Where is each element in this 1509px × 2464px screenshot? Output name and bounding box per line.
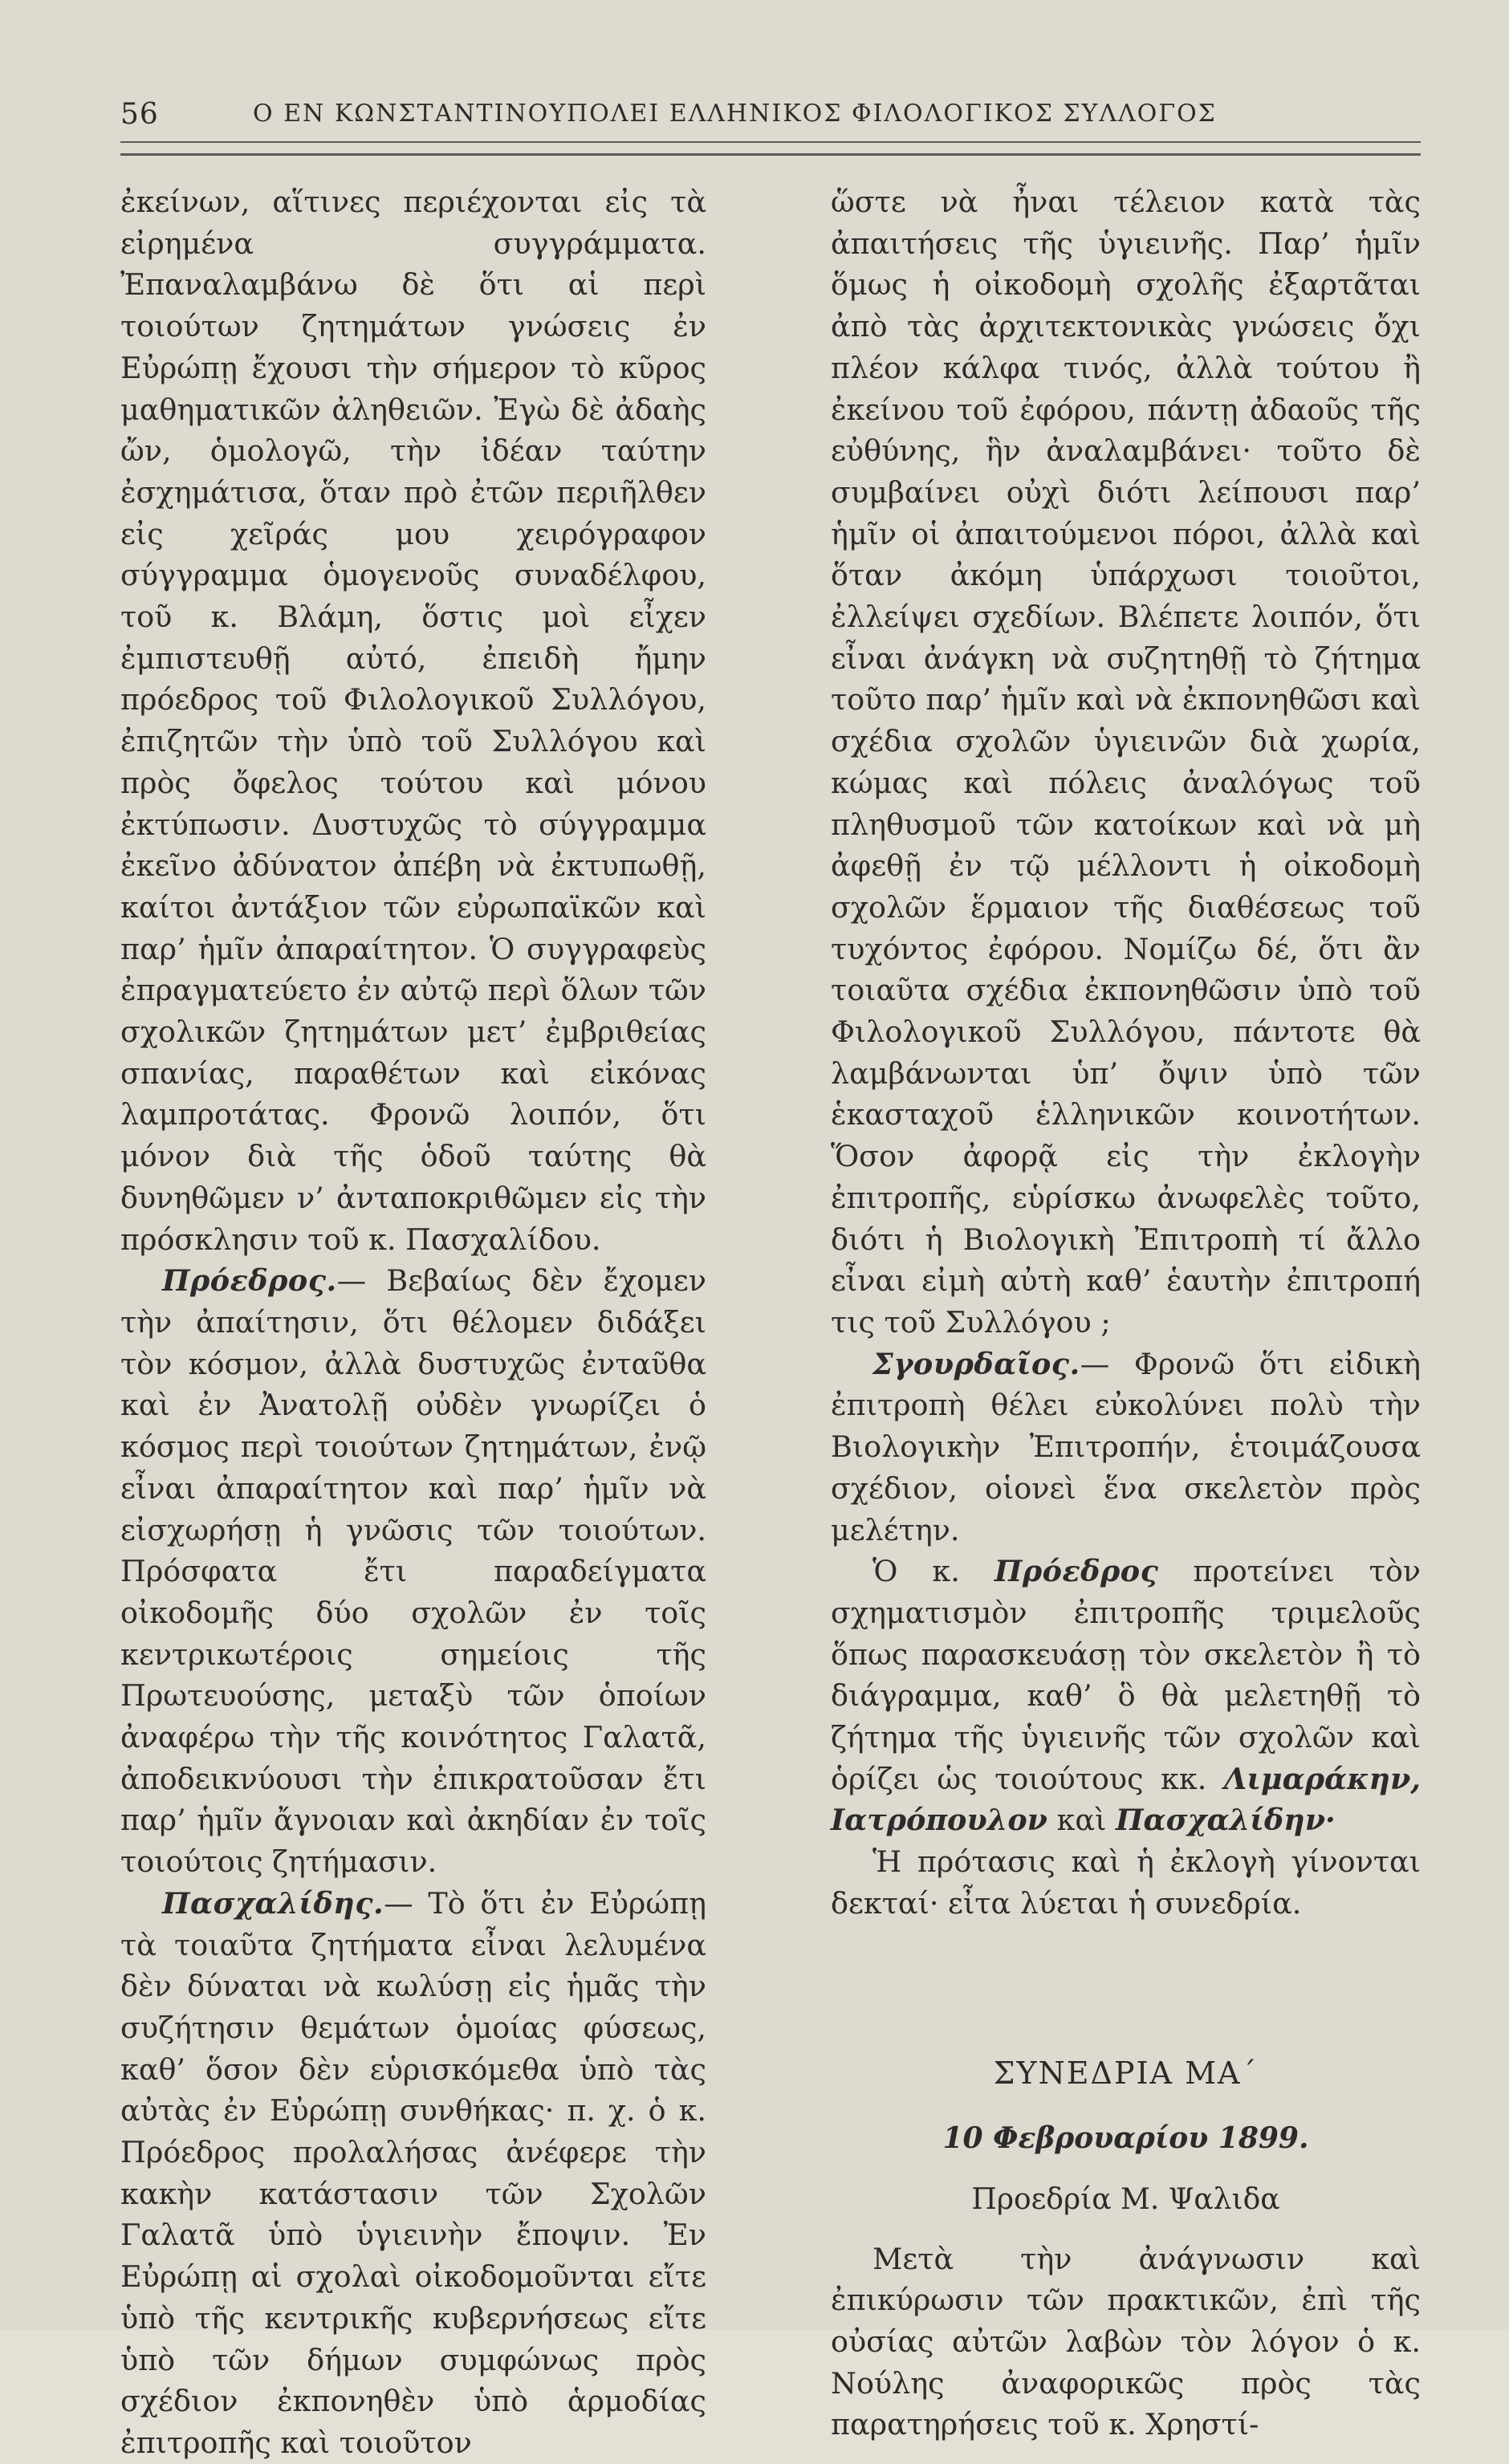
paragraph-speaker-sgourdaios [831, 1344, 1421, 1551]
right-column [831, 181, 1421, 2446]
speaker-name: Πασχαλίδης. [162, 1885, 384, 1921]
speech-text: — Βεβαίως δὲν ἔχομεν τὴν ἀπαίτησιν, ὅτι θέλομεν διδάξει τὸν κόσμον, ἀλλὰ δυστυχῶς ἐνταῦθα καὶ ἐν Ἀνατολῇ οὐδὲν γνωρίζει ὁ κόσμος περὶ τοιούτων ζητημάτων, ἐνῷ εἶναι ἀπαραίτητον καὶ παρ’ ἡμῖν νὰ εἰσχωρήσῃ ἡ γνῶσις τῶν τοιούτων. Πρόσφατα ἔτι παραδείγματα οἰκοδομῆς δύο σχολῶν ἐν τοῖς κεντρικωτέροις σημείοις τῆς Πρωτευούσης, μεταξὺ τῶν ὁποίων ἀναφέρω τὴν τῆς κοινότητος Γαλατᾶ, ἀποδεικνύουσι τὴν ἐπικρατοῦσαν ἔτι παρ’ ἡμῖν ἄγνοιαν καὶ ἀκηδίαν ἐν τοῖς τοιούτοις ζητήμασιν. [120, 1263, 706, 1880]
session-date: 10 Φεβρουαρίου 1899. [942, 2121, 1309, 2156]
paragraph: ὥστε νὰ ἦναι τέλειον κατὰ τὰς ἀπαιτήσεις τῆς ὑγιεινῆς. Παρ’ ἡμῖν ὅμως ἡ οἰκοδομὴ σχολῆς ἐξαρτᾶται ἀπὸ τὰς ἀρχιτεκτονικὰς γνώσεις ὄχι πλέον κάλφα τινός, ἀλλὰ τούτου ἢ ἐκείνου τοῦ ἐφόρου, πάντῃ ἀδαοῦς τῆς εὐθύνης, ἣν ἀναλαμβάνει· τοῦτο δὲ συμβαίνει οὐχὶ διότι λείπουσι παρ’ ἡμῖν οἱ ἀπαιτούμενοι πόροι, ἀλλὰ καὶ ὅταν ἀκόμη ὑπάρχωσι τοιοῦτοι, ἐλλείψει σχεδίων. Βλέπετε λοιπόν, ὅτι εἶναι ἀνάγκη νὰ συζητηθῇ τὸ ζήτημα τοῦτο παρ’ ἡμῖν καὶ νὰ ἐκπονηθῶσι καὶ σχέδια σχολῶν ὑγιεινῶν διὰ χωρία, κώμας καὶ πόλεις ἀναλόγως τοῦ πληθυσμοῦ τῶν κατοίκων καὶ νὰ μὴ ἀφεθῇ ἐν τῷ μέλλοντι ἡ οἰκοδομὴ σχολῶν ἕρμαιον τῆς διαθέσεως τοῦ τυχόντος ἐφόρου. Νομίζω δέ, ὅτι ἂν τοιαῦτα σχέδια ἐκπονηθῶσιν ὑπὸ τοῦ Φιλολογικοῦ Συλλόγου, πάντοτε θὰ λαμβάνωνται ὑπ’ ὄψιν ὑπὸ τῶν ἑκασταχοῦ ἑλληνικῶν κοινοτήτων. Ὅσον ἀφορᾷ εἰς τὴν ἐκλογὴν ἐπιτροπῆς, εὑρίσκω ἀνωφελὲς τοῦτο, διότι ἡ Βιολογικὴ Ἐπιτροπὴ τί ἄλλο εἶναι εἰμὴ αὐτὴ καθ’ ἑαυτὴν ἐπιτροπή τις τοῦ Συλλόγου ; [831, 185, 1421, 1340]
paragraph-proposal [831, 1551, 1421, 1841]
paragraph: ἐκείνων, αἵτινες περιέχονται εἰς τὰ εἰρημένα συγγράμματα. Ἐπαναλαμβάνω δὲ ὅτι αἱ περὶ τοιούτων ζητημάτων γνώσεις ἐν Εὐρώπῃ ἔχουσι τὴν σήμερον τὸ κῦρος μαθηματικῶν ἀληθειῶν. Ἐγὼ δὲ ἀδαὴς ὤν, ὁμολογῶ, τὴν ἰδέαν ταύτην ἐσχημάτισα, ὅταν πρὸ ἐτῶν περιῆλθεν εἰς χεῖράς μου χειρόγραφον σύγγραμμα ὁμογενοῦς συναδέλφου, τοῦ κ. Βλάμη, ὅστις μοὶ εἶχεν ἐμπιστευθῇ αὐτό, ἐπειδὴ ἤμην πρόεδρος τοῦ Φιλολογικοῦ Συλλόγου, ἐπιζητῶν τὴν ὑπὸ τοῦ Συλλόγου καὶ πρὸς ὄφελος τούτου καὶ μόνου ἐκτύπωσιν. Δυστυχῶς τὸ σύγγραμμα ἐκεῖνο ἀδύνατον ἀπέβη νὰ ἐκτυπωθῇ, καίτοι ἀντάξιον τῶν εὐρωπαϊκῶν καὶ παρ’ ἡμῖν ἀπαραίτητον. Ὁ συγγραφεὺς ἐπραγματεύετο ἐν αὐτῷ περὶ ὅλων τῶν σχολικῶν ζητημάτων μετ’ ἐμβριθείας σπανίας, παραθέτων καὶ εἰκόνας λαμπροτάτας. Φρονῶ λοιπόν, ὅτι μόνον διὰ τῆς ὁδοῦ ταύτης θὰ δυνηθῶμεν ν’ ἀνταποκριθῶμεν εἰς τὴν πρόσκλησιν τοῦ κ. Πασχαλίδου. [120, 185, 706, 1257]
session-chair: Προεδρία Μ. Ψαλιδα [971, 2182, 1280, 2216]
proposal-text: προτείνει τὸν σχηματισμὸν ἐπιτροπῆς τριμελοῦς ὅπως παρασκευάσῃ τὸν σκελετὸν ἢ τὸ διάγραμμα, καθ’ ὃ θὰ μελετηθῇ τὸ ζήτημα τῆς ὑγιεινῆς τῶν σχολῶν καὶ ὁρίζει ὡς τοιούτους κκ. [831, 1554, 1421, 1796]
running-head: Ο ΕΝ ΚΩΝΣΤΑΝΤΙΝΟΥΠΟΛΕΙ ΕΛΛΗΝΙΚΟΣ ΦΙΛΟΛΟΓΙΚΟΣ ΣΥΛΛΟΓΟΣ [253, 100, 1217, 128]
paragraph-closing: Ἡ πρότασις καὶ ἡ ἐκλογὴ γίνονται δεκταί· εἶτα λύεται ἡ συνεδρία. [831, 1844, 1421, 1921]
paragraph-speaker-paschalidis [120, 1883, 706, 2464]
page-header [120, 98, 1421, 138]
speaker-name: Σγουρδαῖος. [872, 1346, 1080, 1381]
page-number: 56 [120, 98, 159, 131]
prefix-text: Ὁ κ. [872, 1554, 960, 1589]
committee-name-last: Πασχαλίδην· [1116, 1803, 1336, 1838]
speech-text: — Φρονῶ ὅτι εἰδικὴ ἐπιτροπὴ θέλει εὐκολύνει πολὺ τὴν Βιολογικὴν Ἐπιτροπήν, ἑτοιμάζουσα σχέδιον, οἱονεὶ ἕνα σκελετὸν πρὸς μελέτην. [831, 1346, 1421, 1547]
speech-text: — Τὸ ὅτι ἐν Εὐρώπῃ τὰ τοιαῦτα ζητήματα εἶναι λελυμένα δὲν δύναται νὰ κωλύσῃ εἰς ἡμᾶς τὴν συζήτησιν θεμάτων ὁμοίας φύσεως, καθ’ ὅσον δὲν εὑρισκόμεθα ὑπὸ τὰς αὐτὰς ἐν Εὐρώπῃ συνθήκας· π. χ. ὁ κ. Πρόεδρος προλαλήσας ἀνέφερε τὴν κακὴν κατάστασιν τῶν Σχολῶν Γαλατᾶ ὑπὸ ὑγιεινὴν ἔποψιν. Ἐν Εὐρώπῃ αἱ σχολαὶ οἰκοδομοῦνται εἴτε ὑπὸ τῆς κεντρικῆς κυβερνήσεως εἴτε ὑπὸ τῶν δήμων συμφώνως πρὸς σχέδιον ἐκπονηθὲν ὑπὸ ἁρμοδίας ἐπιτροπῆς καὶ τοιοῦτον [120, 1885, 706, 2460]
left-column [120, 181, 706, 2464]
session-title: ΣΥΝΕΔΡΙΑ ΜΑ΄ [993, 2055, 1259, 2091]
header-rule-thick [120, 153, 1421, 156]
speaker-name: Πρόεδρος [994, 1554, 1159, 1589]
speaker-name: Πρόεδρος. [162, 1263, 337, 1299]
header-rule-thin [120, 141, 1421, 143]
committee-names: Λιμαράκην, Ιατρόπουλον [831, 1761, 1421, 1838]
paragraph-speaker-president [120, 1260, 706, 1883]
paragraph-session-opening: Μετὰ τὴν ἀνάγνωσιν καὶ ἐπικύρωσιν τῶν πρακτικῶν, ἐπὶ τῆς οὐσίας αὐτῶν λαβὼν τὸν λόγον ὁ κ. Νούλης ἀναφορικῶς πρὸς τὰς παρατηρήσεις τοῦ κ. Χρηστί- [831, 2241, 1421, 2442]
conjunction: καὶ [1056, 1803, 1107, 1838]
